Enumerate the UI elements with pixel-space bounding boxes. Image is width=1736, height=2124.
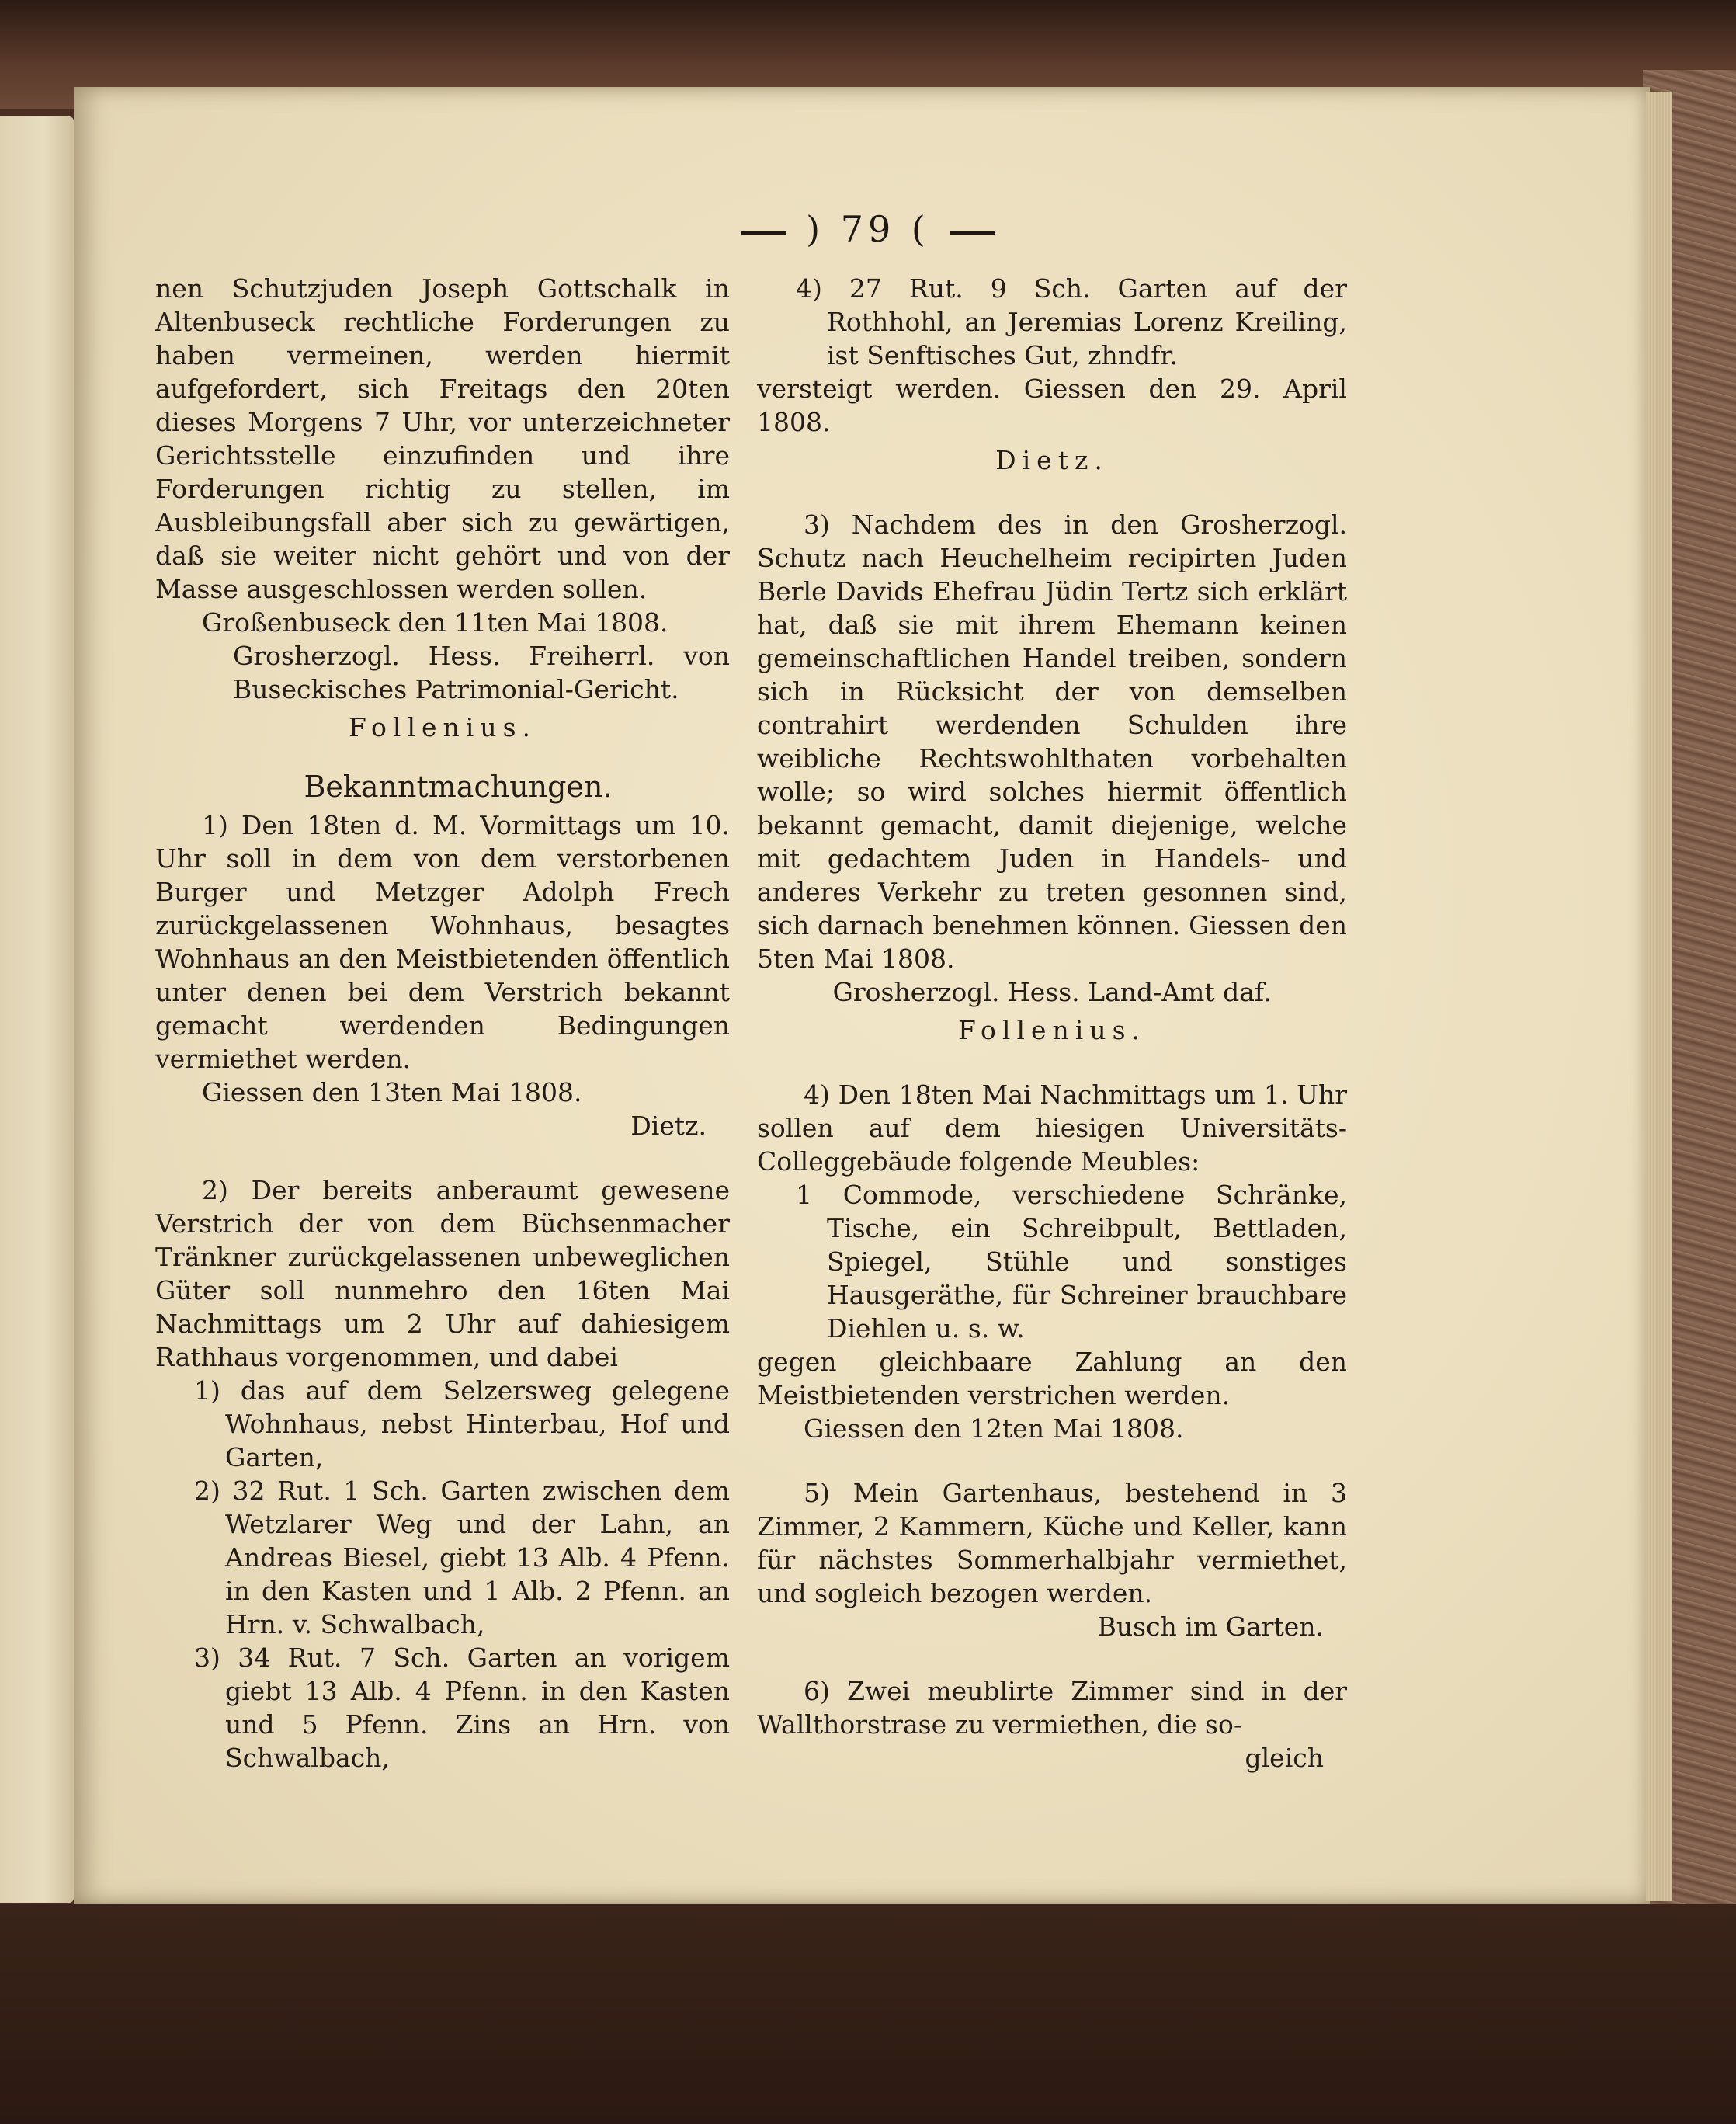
book-shadow [0,1904,1736,2124]
page-header [0,208,1736,250]
announcement-3-signature: Follenius. [957,1015,1147,1045]
announcement-4-items: 1 Commode, verschiedene Schränke, Tische, ein Schreibpult, Bettladen, Spiegel, Stühle und sonstiges Hausgeräthe, für Schreiner brauchbare Diehlen u. s. w. [796,1180,1347,1344]
announcement-4-date: Giessen den 12ten Mai 1808. [804,1413,1184,1444]
announcement-2-end: versteigt werden. Giessen den 29. April 1808. [757,374,1347,437]
notice-continuation: nen Schutzjuden Joseph Gottschalk in Altenbuseck rechtliche Forderungen zu haben vermeinen, werden hiermit aufgefordert, sich Freitags den 20ten dieses Morgens 7 Uhr, vor unterzeichneter Gerichtsstelle einzufinden und ihre Forderungen richtig zu stellen, im Ausbleibungsfall aber sich zu gewärtigen, daß sie weiter nicht gehört und von der Masse ausgeschlossen werden sollen. [155,273,730,604]
announcement-1-date: Giessen den 13ten Mai 1808. [202,1077,582,1107]
header-dash-left [741,231,786,235]
notice-date: Großenbuseck den 11ten Mai 1808. [202,607,668,638]
header-dash-right [950,231,995,235]
announcement-3-authority: Grosherzogl. Hess. Land-Amt daf. [832,977,1272,1007]
announcement-5: 5) Mein Gartenhaus, bestehend in 3 Zimmer, 2 Kammern, Küche und Keller, kann für nächstes Sommerhalbjahr vermiethet, und sogleich bezogen werden. [757,1478,1347,1608]
notice-authority: Grosherzogl. Hess. Freiherrl. von Buseckisches Patrimonial-Gericht. [233,641,730,704]
catchword: gleich [1245,1743,1324,1773]
page-number: 79 [840,208,896,250]
header-bracket-right: ( [911,208,930,250]
announcement-2-item-2: 2) 32 Rut. 1 Sch. Garten zwischen dem Wetzlarer Weg und der Lahn, an Andreas Biesel, giebt 13 Alb. 4 Pfenn. in den Kasten und 1 Alb. 2 Pfenn. an Hrn. v. Schwalbach, [194,1476,730,1639]
announcement-4-end: gegen gleichbaare Zahlung an den Meistbietenden verstrichen werden. [757,1347,1347,1410]
facing-page-edge [0,116,74,1903]
announcement-2: 2) Der bereits anberaumt gewesene Verstrich der von dem Büchsenmacher Tränkner zurückgelassenen unbeweglichen Güter soll nunmehro den 16ten Mai Nachmittags um 2 Uhr auf dahiesigem Rathhaus vorgenommen, und dabei [155,1175,730,1372]
page-fore-edge [1646,92,1672,1901]
announcement-1-signature: Dietz. [630,1111,707,1141]
announcement-2-item-3: 3) 34 Rut. 7 Sch. Garten an vorigem giebt 13 Alb. 4 Pfenn. in den Kasten und 5 Pfenn. Zins an Hrn. von Schwalbach, [194,1643,730,1773]
section-heading: Bekanntmachungen. [304,770,613,804]
announcement-3: 3) Nachdem des in den Grosherzogl. Schutz nach Heuchelheim recipirten Juden Berle Davids Ehefrau Jüdin Tertz sich erklärt hat, daß sie mit ihrem Ehemann keinen gemeinschaftlichen Handel treiben, sondern sich in Rücksicht der von demselben contrahirt werdenden Schulden ihre weibliche Rechtswohlthaten vorbehalten wolle; so wird solches hiermit öffentlich bekannt gemacht, damit diejenige, welche mit gedachtem Juden in Handels- und anderes Verkehr zu treten gesonnen sind, sich darnach benehmen können. Giessen den 5ten Mai 1808. [757,509,1347,974]
announcement-5-signature: Busch im Garten. [1097,1611,1324,1642]
announcement-1: 1) Den 18ten d. M. Vormittags um 10. Uhr soll in dem von dem verstorbenen Burger und Metzger Adolph Frech zurückgelassenen Wohnhaus, besagtes Wohnhaus an den Meistbietenden öffentlich unter denen bei dem Verstrich bekannt gemacht werdenden Bedingungen vermiethet werden. [155,810,730,1074]
right-column [757,272,1347,1775]
left-column [155,272,730,1775]
header-bracket-left: ) [806,208,825,250]
announcement-2-signature: Dietz. [995,445,1109,475]
announcement-4: 4) Den 18ten Mai Nachmittags um 1. Uhr sollen auf dem hiesigen Universitäts-Colleggebäude folgende Meubles: [757,1079,1347,1177]
announcement-2-item-4: 4) 27 Rut. 9 Sch. Garten auf der Rothhohl, an Jeremias Lorenz Kreiling, ist Senftisches Gut, zhndfr. [796,273,1347,370]
announcement-2-item-1: 1) das auf dem Selzersweg gelegene Wohnhaus, nebst Hinterbau, Hof und Garten, [194,1375,730,1472]
notice-signature: Follenius. [348,712,537,742]
announcement-6: 6) Zwei meublirte Zimmer sind in der Wallthorstrase zu vermiethen, die so- [757,1676,1347,1740]
